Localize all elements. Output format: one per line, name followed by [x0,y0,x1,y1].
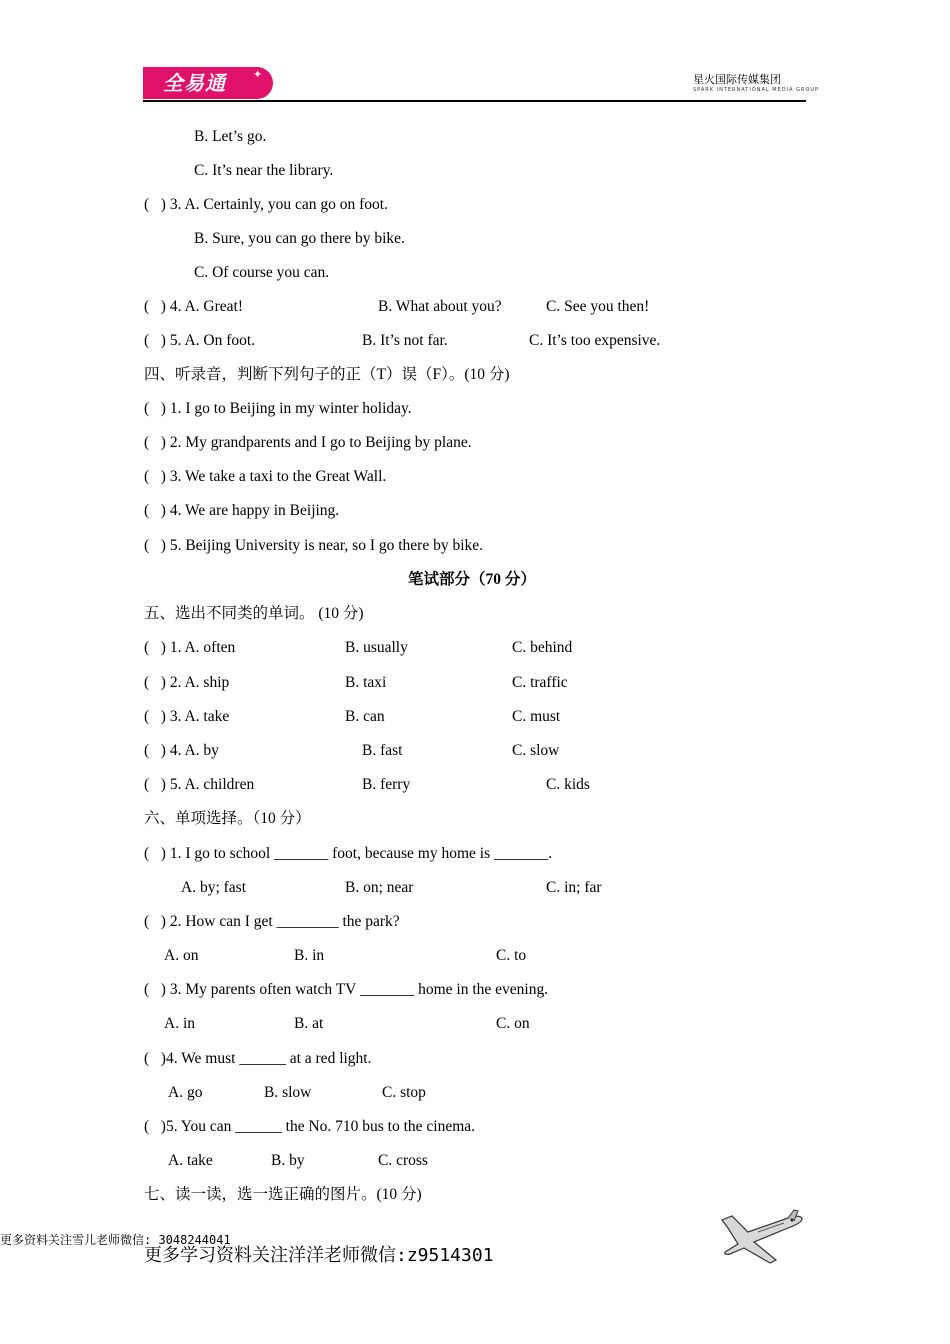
option-c: C. must [512,708,561,725]
option-a: ( ) 2. A. ship [144,674,230,691]
option-c: C. traffic [512,674,568,691]
publisher-subtitle: SPARK INTERNATIONAL MEDIA GROUP [693,87,820,93]
option-c: C. slow [512,742,560,759]
q3-option-b: B. Sure, you can go there by bike. [194,230,405,247]
footer-big-note: 更多学习资料关注洋洋老师微信:z9514301 [144,1245,494,1266]
sparkle-icon: ✦ [253,69,263,81]
section-title: 四、听录音，判断下列句子的正（T）误（F）。(10 分) [144,366,510,383]
list-item: ( ) 4. We are happy in Beijing. [144,502,340,519]
option-a: ( ) 5. A. children [144,776,255,793]
publisher-name: 星火国际传媒集团 [693,73,781,86]
q4-option-a: ( ) 4. A. Great! [144,298,243,315]
question-stem: ( )5. You can ______ the No. 710 bus to the cinema. [144,1118,476,1135]
written-part-title: 笔试部分（70 分） [408,571,536,588]
footer-small-note: 更多资料关注雪儿老师微信: 3048244041 [0,1233,231,1247]
brand-logo [143,67,273,99]
q3-stem: ( ) 3. A. Certainly, you can go on foot. [144,196,388,213]
option-c: C. stop [382,1084,426,1101]
question-stem: ( )4. We must ______ at a red light. [144,1050,372,1067]
airplane-icon [718,1208,806,1268]
option-c: C. in; far [546,879,602,896]
list-item: ( ) 1. I go to Beijing in my winter holiday. [144,400,412,417]
option-b: B. at [294,1015,324,1032]
q5-option-a: ( ) 5. A. On foot. [144,332,256,349]
list-item: ( ) 3. We take a taxi to the Great Wall. [144,468,387,485]
option-b: B. ferry [362,776,411,793]
option-c: C. to [496,947,527,964]
option-c: C. kids [546,776,590,793]
section-title: 七、读一读，选一选正确的图片。(10 分) [144,1186,422,1203]
option-a: A. by; fast [181,879,247,896]
option-b: B. fast [362,742,403,759]
q3-option-c: C. Of course you can. [194,264,330,281]
question-stem: ( ) 1. I go to school _______ foot, because my home is _______. [144,845,553,862]
option-b: B. slow [264,1084,312,1101]
option-b: B. on; near [345,879,414,896]
section-title: 六、单项选择。（10 分） [144,810,311,827]
option-b: B. taxi [345,674,387,691]
option-a: ( ) 1. A. often [144,639,236,656]
option-b: B. usually [345,639,408,656]
option-a: A. in [164,1015,195,1032]
question-stem: ( ) 2. How can I get ________ the park? [144,913,400,930]
option-c: C. behind [512,639,573,656]
option-c: C. cross [378,1152,428,1169]
option-b: B. can [345,708,385,725]
option-a: A. on [164,947,199,964]
option-a: A. take [168,1152,213,1169]
option-c: C. on [496,1015,530,1032]
q5-option-b: B. It’s not far. [362,332,448,349]
option-a: ( ) 3. A. take [144,708,230,725]
q4-option-b: B. What about you? [378,298,502,315]
logo-text: 全易通 [163,71,226,95]
question-stem: ( ) 3. My parents often watch TV _______ home in the evening. [144,981,549,998]
q2-option-c: C. It’s near the library. [194,162,334,179]
option-b: B. by [271,1152,305,1169]
q5-option-c: C. It’s too expensive. [529,332,661,349]
option-a: A. go [168,1084,203,1101]
option-a: ( ) 4. A. by [144,742,219,759]
header-divider [143,100,806,102]
section-title: 五、选出不同类的单词。 (10 分) [144,605,364,622]
q4-option-c: C. See you then! [546,298,650,315]
option-b: B. in [294,947,325,964]
q2-option-b: B. Let’s go. [194,128,267,145]
list-item: ( ) 2. My grandparents and I go to Beijing by plane. [144,434,472,451]
list-item: ( ) 5. Beijing University is near, so I go there by bike. [144,537,484,554]
